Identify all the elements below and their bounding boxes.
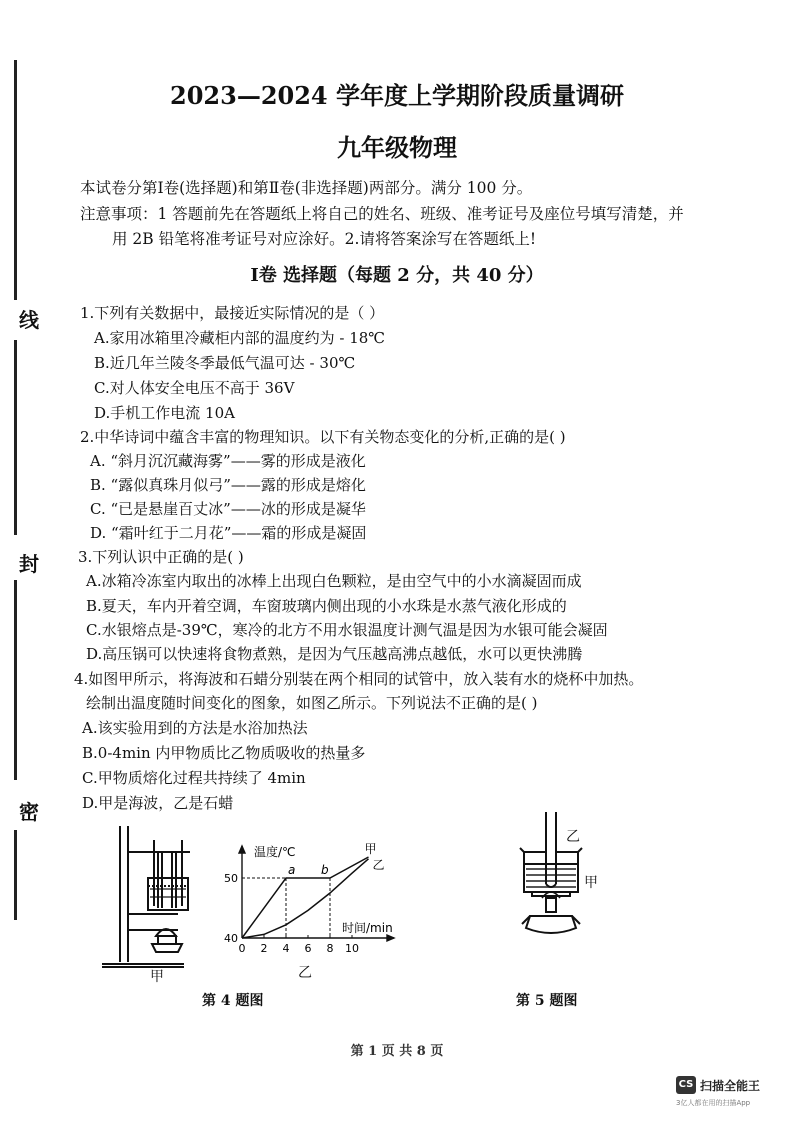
- question-4-stem-line-2: 绘制出温度随时间变化的图象，如图乙所示。下列说法不正确的是( ): [86, 694, 538, 712]
- question-3-option-a: A.冰箱冷冻室内取出的冰棒上出现白色颗粒，是由空气中的小水滴凝固而成: [86, 572, 582, 590]
- figure5-tube-label: 乙: [566, 829, 580, 845]
- x-axis-arrow: [387, 935, 394, 941]
- figure5-beaker-label: 甲: [584, 875, 598, 891]
- exam-subtitle: 九年级物理: [337, 133, 457, 162]
- binding-mark-mi: 密: [19, 800, 39, 824]
- series-label-yi: 乙: [372, 857, 385, 872]
- series-label-jia: 甲: [364, 842, 377, 856]
- binding-line-bottom: [14, 830, 17, 920]
- y-tick-label: 40: [224, 932, 238, 945]
- scanner-watermark: [676, 1076, 786, 1112]
- question-2-option-c: C. “已是悬崖百丈冰”——冰的形成是凝华: [90, 500, 366, 518]
- question-2-option-b: B. “露似真珠月似弓”——露的形成是熔化: [90, 476, 366, 494]
- question-1-option-c: C.对人体安全电压不高于 36V: [94, 379, 295, 397]
- intro-line-1: 本试卷分第Ⅰ卷(选择题)和第Ⅱ卷(非选择题)两部分。满分 100 分。: [80, 179, 533, 197]
- scanner-logo-badge: CS: [676, 1076, 696, 1094]
- x-tick-label: 2: [260, 942, 268, 955]
- scanner-logo-name: 扫描全能王: [700, 1079, 761, 1093]
- y-tick-label: 50: [224, 872, 238, 885]
- question-1-option-a: A.家用冰箱里冷藏柜内部的温度约为 - 18℃: [94, 329, 386, 347]
- x-tick-label: 10: [345, 942, 359, 955]
- point-label-a: a: [288, 863, 296, 877]
- point-label-b: b: [321, 863, 329, 877]
- scanner-logo-tagline: 3亿人都在用的扫描App: [676, 1099, 751, 1107]
- question-3-option-d: D.高压锅可以快速将食物煮熟，是因为气压越高沸点越低，水可以更快沸腾: [86, 645, 583, 663]
- question-1-option-d: D.手机工作电流 10A: [94, 404, 235, 422]
- chart-ylabel: 温度/℃: [254, 845, 296, 859]
- y-axis-arrow: [239, 846, 245, 853]
- section-title: Ⅰ卷 选择题（每题 2 分，共 40 分）: [250, 265, 544, 286]
- binding-line-mid: [14, 340, 17, 535]
- question-4-stem-line-1: 4.如图甲所示，将海波和石蜡分别装在两个相同的试管中，放入装有水的烧杯中加热。: [74, 670, 644, 688]
- figure4-apparatus: [98, 826, 210, 986]
- x-tick-label: 8: [326, 942, 334, 955]
- figure4-chart: [224, 840, 404, 970]
- question-2-stem: 2.中华诗词中蕴含丰富的物理知识。以下有关物态变化的分析,正确的是( ): [80, 428, 566, 446]
- chart-xlabel: 时间/min: [342, 921, 393, 935]
- intro-line-2: 注意事项：1 答题前先在答题纸上将自己的姓名、班级、准考证号及座位号填写清楚，并: [80, 205, 684, 223]
- page-number: 第 1 页 共 8 页: [350, 1044, 444, 1059]
- intro-line-3: 用 2B 铅笔将准考证号对应涂好。2.请将答案涂写在答题纸上!: [112, 230, 537, 248]
- question-2-option-d: D. “霜叶红于二月花”——霜的形成是凝固: [90, 524, 367, 542]
- binding-mark-feng: 封: [19, 552, 39, 576]
- x-tick-label: 6: [304, 942, 312, 955]
- figure4-caption: 第 4 题图: [202, 993, 264, 1009]
- binding-line-low: [14, 580, 17, 780]
- question-2-option-a: A. “斜月沉沉藏海雾”——雾的形成是液化: [90, 452, 366, 470]
- figure5-caption: 第 5 题图: [516, 993, 578, 1009]
- x-tick-label: 0: [238, 942, 246, 955]
- question-3-option-c: C.水银熔点是-39℃，寒冷的北方不用水银温度计测气温是因为水银可能会凝固: [86, 621, 608, 639]
- question-3-option-b: B.夏天，车内开着空调，车窗玻璃内侧出现的小水珠是水蒸气液化形成的: [86, 597, 567, 615]
- question-3-stem: 3.下列认识中正确的是( ): [78, 548, 244, 566]
- figure4-apparatus-label: 甲: [150, 969, 164, 985]
- question-4-option-b: B.0-4min 内甲物质比乙物质吸收的热量多: [82, 744, 366, 762]
- question-4-option-c: C.甲物质熔化过程共持续了 4min: [82, 769, 306, 787]
- binding-mark-xian: 线: [19, 308, 39, 332]
- question-1-option-b: B.近几年兰陵冬季最低气温可达 - 30℃: [94, 354, 356, 372]
- figure4-chart-label: 乙: [298, 965, 312, 981]
- x-tick-label: 4: [282, 942, 290, 955]
- question-1-stem: 1.下列有关数据中，最接近实际情况的是（ ）: [80, 304, 385, 322]
- exam-title: 2023—2024 学年度上学期阶段质量调研: [170, 81, 624, 110]
- question-4-option-d: D.甲是海波，乙是石蜡: [82, 794, 234, 812]
- question-4-option-a: A.该实验用到的方法是水浴加热法: [82, 719, 308, 737]
